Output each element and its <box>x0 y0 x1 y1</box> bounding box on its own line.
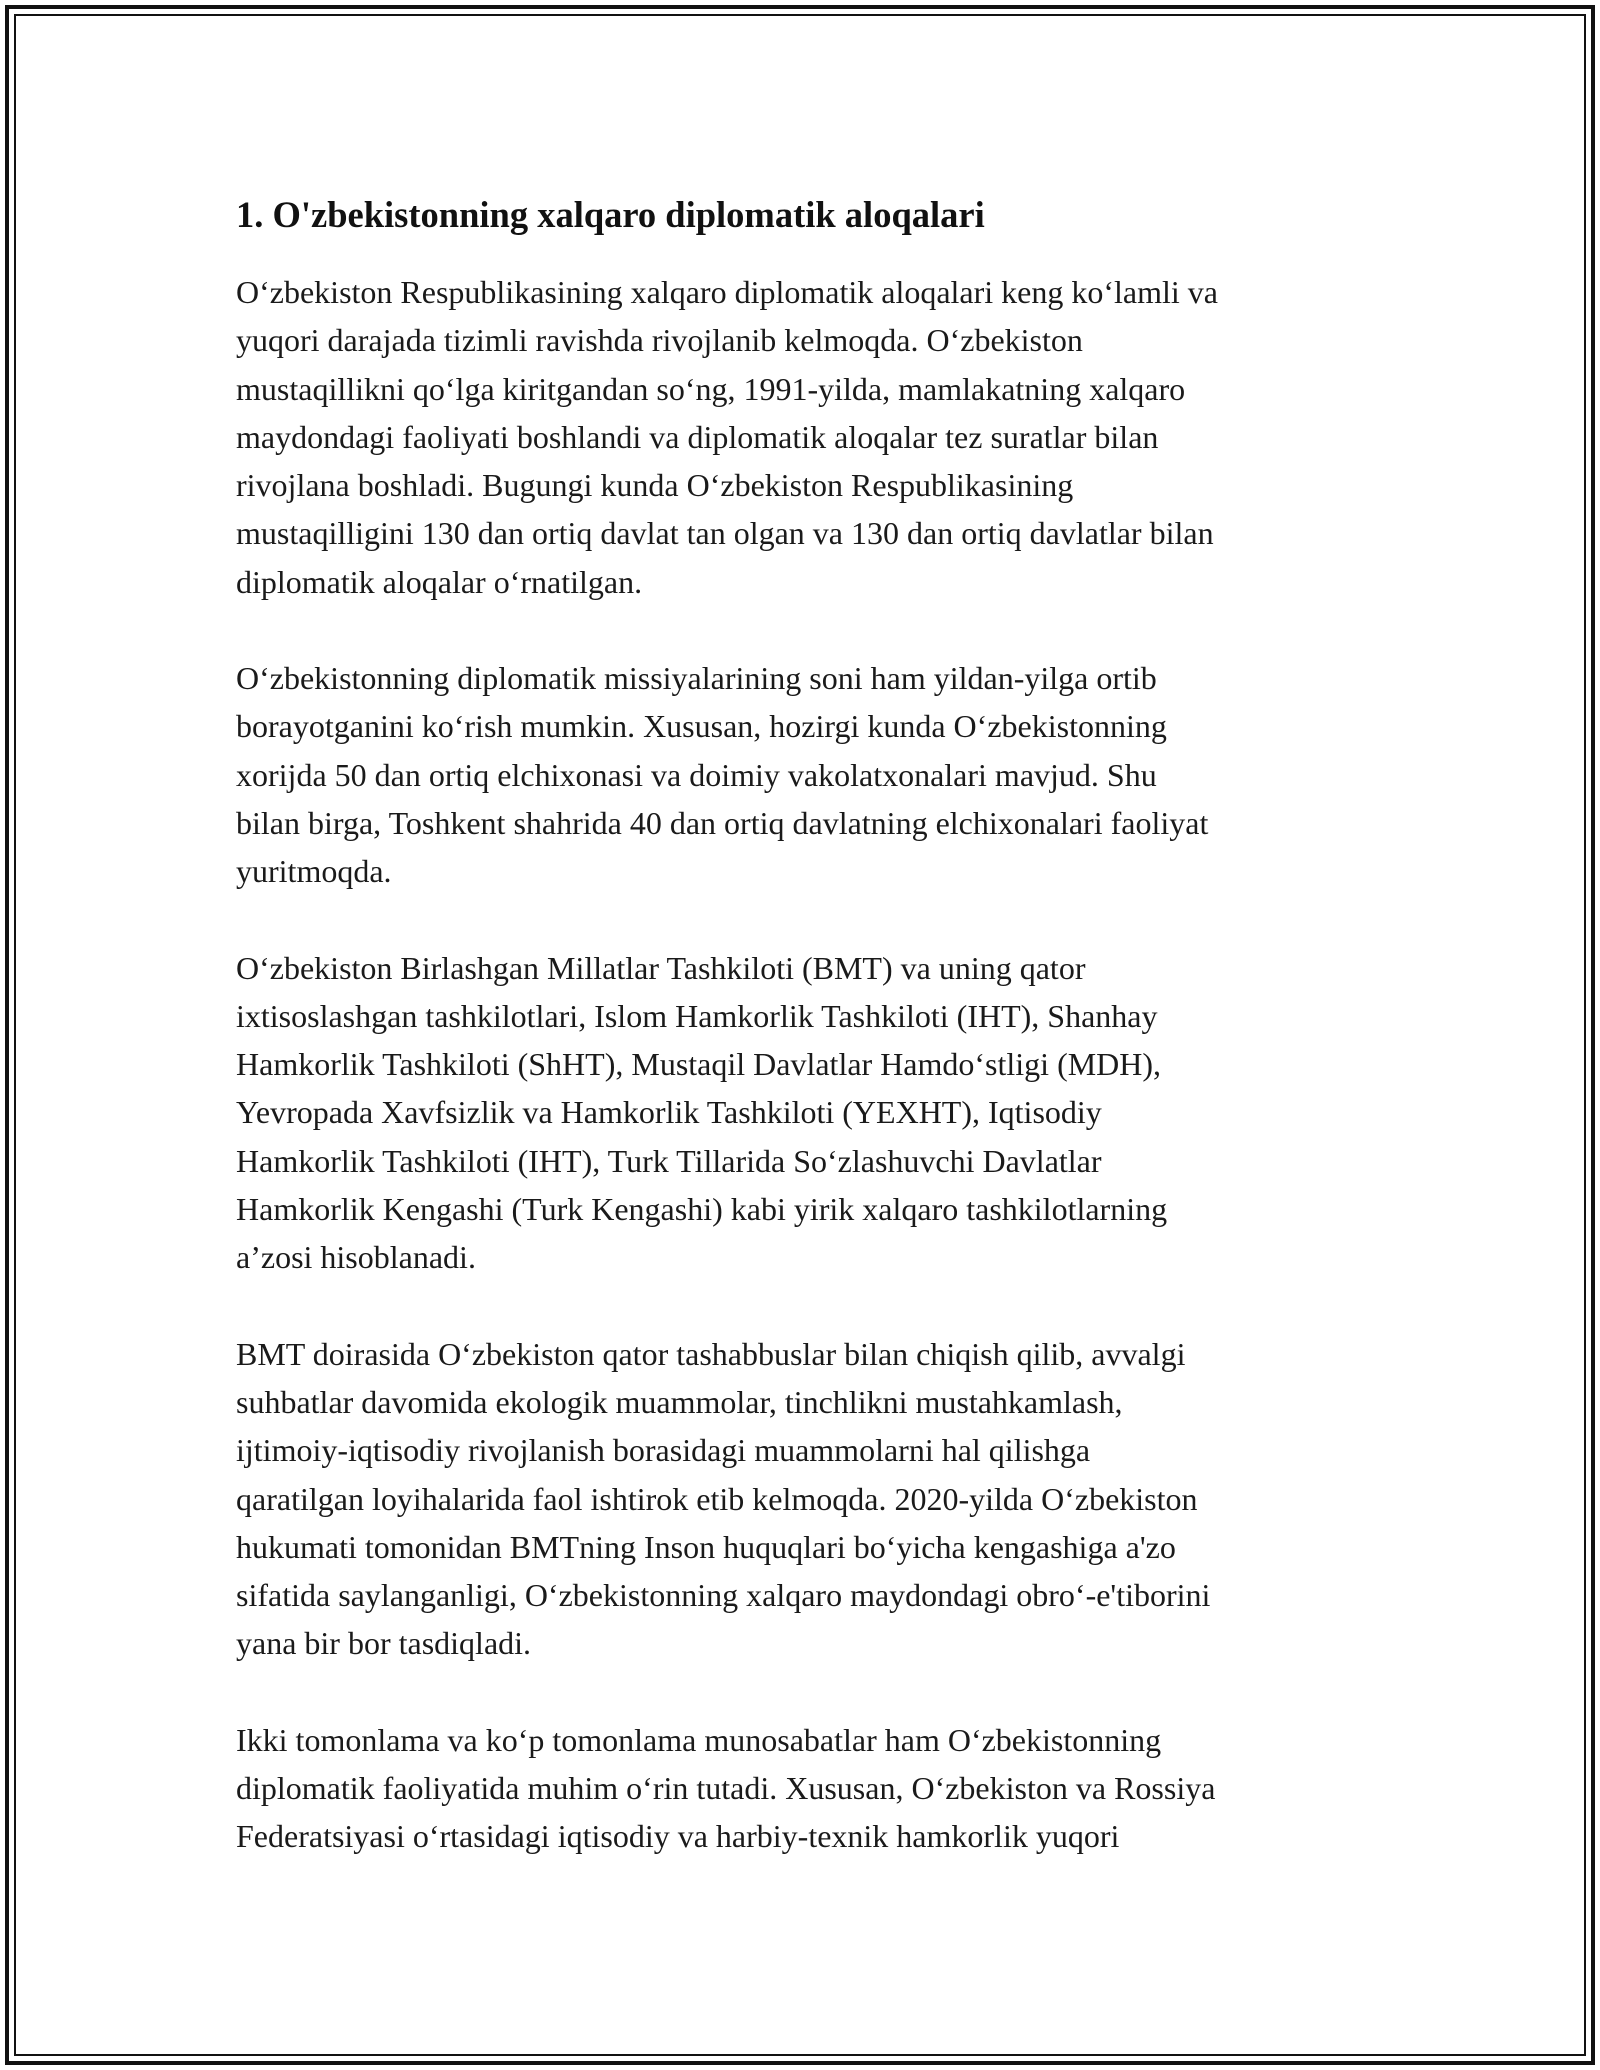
paragraph-line: Hamkorlik Tashkiloti (ShHT), Mustaqil Davlatlar Hamdo‘stligi (MDH), <box>236 1046 1162 1083</box>
paragraph-line: qaratilgan loyihalarida faol ishtirok etib kelmoqda. 2020-yilda O‘zbekiston <box>236 1480 1198 1517</box>
paragraph-line: bilan birga, Toshkent shahrida 40 dan ortiq davlatning elchixonalari faoliyat <box>236 804 1209 841</box>
paragraph-line: diplomatik aloqalar o‘rnatilgan. <box>236 563 643 600</box>
paragraph-line: Hamkorlik Tashkiloti (IHT), Turk Tillarida So‘zlashuvchi Davlatlar <box>236 1142 1102 1179</box>
paragraph-line: ijtimoiy-iqtisodiy rivojlanish borasidagi muammolarni hal qilishga <box>236 1432 1091 1469</box>
paragraph-line: Federatsiyasi o‘rtasidagi iqtisodiy va harbiy-texnik hamkorlik yuqori <box>236 1818 1120 1855</box>
paragraph-line: yuritmoqda. <box>236 853 392 890</box>
paragraph-line: BMT doirasida O‘zbekiston qator tashabbuslar bilan chiqish qilib, avvalgi <box>236 1335 1186 1372</box>
paragraph-2 <box>236 654 1376 895</box>
paragraph-5 <box>236 1716 1376 1861</box>
paragraph-3 <box>236 944 1376 1282</box>
paragraph-line: mustaqilligini 130 dan ortiq davlat tan olgan va 130 dan ortiq davlatlar bilan <box>236 515 1214 552</box>
paragraph-line: a’zosi hisoblanadi. <box>236 1239 476 1276</box>
paragraph-line: xorijda 50 dan ortiq elchixonasi va doimiy vakolatxonalari mavjud. Shu <box>236 756 1157 793</box>
paragraph-line: suhbatlar davomida ekologik muammolar, tinchlikni mustahkamlash, <box>236 1383 1123 1420</box>
paragraph-line: borayotganini ko‘rish mumkin. Xususan, hozirgi kunda O‘zbekistonning <box>236 708 1167 745</box>
paragraph-line: Ikki tomonlama va ko‘p tomonlama munosabatlar ham O‘zbekistonning <box>236 1721 1162 1758</box>
paragraph-line: ixtisoslashgan tashkilotlari, Islom Hamkorlik Tashkiloti (IHT), Shanhay <box>236 997 1158 1034</box>
paragraph-line: O‘zbekistonning diplomatik missiyalarining soni ham yildan-yilga ortib <box>236 660 1157 697</box>
section-heading: 1. O'zbekistonning xalqaro diplomatik aloqalari <box>236 194 985 235</box>
paragraph-line: rivojlana boshladi. Bugungi kunda O‘zbekiston Respublikasining <box>236 467 1074 504</box>
paragraph-line: diplomatik faoliyatida muhim o‘rin tutadi. Xususan, O‘zbekiston va Rossiya <box>236 1770 1216 1807</box>
paragraph-line: Hamkorlik Kengashi (Turk Kengashi) kabi yirik xalqaro tashkilotlarning <box>236 1191 1168 1228</box>
paragraph-line: maydondagi faoliyati boshlandi va diplomatik aloqalar tez suratlar bilan <box>236 418 1159 455</box>
paragraph-line: O‘zbekiston Birlashgan Millatlar Tashkiloti (BMT) va uning qator <box>236 949 1086 986</box>
paragraph-line: sifatida saylanganligi, O‘zbekistonning xalqaro maydondagi obro‘-e'tiborini <box>236 1577 1211 1614</box>
paragraph-line: hukumati tomonidan BMTning Inson huquqlari bo‘yicha kengashiga a'zo <box>236 1528 1176 1565</box>
paragraph-1 <box>236 268 1376 606</box>
paragraph-line: Yevropada Xavfsizlik va Hamkorlik Tashkiloti (YEXHT), Iqtisodiy <box>236 1094 1102 1131</box>
paragraph-line: mustaqillikni qo‘lga kiritgandan so‘ng, 1991-yilda, mamlakatning xalqaro <box>236 370 1186 407</box>
paragraph-line: yuqori darajada tizimli ravishda rivojlanib kelmoqda. O‘zbekiston <box>236 322 1083 359</box>
paragraph-line: yana bir bor tasdiqladi. <box>236 1625 532 1662</box>
document-body <box>236 186 1376 1861</box>
paragraph-line: O‘zbekiston Respublikasining xalqaro diplomatik aloqalari keng ko‘lamli va <box>236 274 1218 310</box>
paragraph-4 <box>236 1330 1376 1668</box>
paragraph-list <box>236 268 1376 1861</box>
